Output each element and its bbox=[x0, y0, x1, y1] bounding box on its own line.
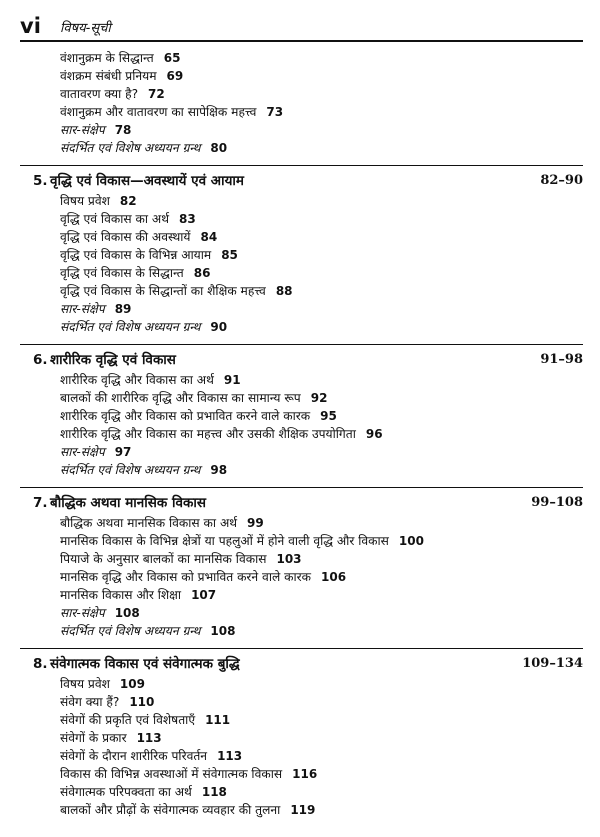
toc-entry bbox=[20, 711, 583, 729]
entry-text: संदर्भित एवं विशेष अध्ययन ग्रन्थ bbox=[60, 624, 201, 638]
entry-page: 111 bbox=[205, 713, 231, 727]
toc-entry bbox=[20, 622, 583, 640]
entry-page: 83 bbox=[179, 212, 196, 226]
entry-text: वंशक्रम संबंधी प्रनियम bbox=[60, 69, 157, 83]
header-title: विषय-सूची bbox=[60, 21, 111, 36]
entry-text: शारीरिक वृद्धि और विकास को प्रभावित करने वाले कारक bbox=[60, 409, 311, 423]
entry-text: बौद्धिक अथवा मानसिक विकास का अर्थ bbox=[60, 516, 238, 530]
toc-entry bbox=[20, 747, 583, 765]
chapter-page-range: 91–98 bbox=[540, 352, 583, 367]
entry-text: सार-संक्षेप bbox=[60, 302, 105, 316]
entry-page: 108 bbox=[114, 606, 140, 620]
entry-page: 90 bbox=[210, 320, 228, 334]
page-header bbox=[20, 14, 583, 42]
entry-text: संवेगात्मक परिपक्वता का अर्थ bbox=[60, 785, 192, 799]
toc-entry bbox=[20, 282, 583, 300]
chapter-title: शारीरिक वृद्धि एवं विकास bbox=[50, 352, 176, 368]
entry-page: 98 bbox=[210, 463, 228, 477]
entry-text: सार-संक्षेप bbox=[60, 445, 105, 459]
entry-page: 95 bbox=[320, 409, 337, 423]
entry-text: संदर्भित एवं विशेष अध्ययन ग्रन्थ bbox=[60, 141, 201, 155]
chapter-number: 8. bbox=[33, 656, 48, 672]
entry-page: 118 bbox=[201, 785, 227, 799]
chapter-heading bbox=[20, 653, 583, 675]
toc-entry bbox=[20, 49, 583, 67]
entry-page: 107 bbox=[191, 588, 217, 602]
toc-entry bbox=[20, 568, 583, 586]
toc-entry bbox=[20, 675, 583, 693]
entry-text: विकास की विभिन्न अवस्थाओं में संवेगात्मक विकास bbox=[60, 767, 283, 781]
entry-page: 113 bbox=[217, 749, 243, 763]
toc-entry bbox=[20, 371, 583, 389]
chapter-title: बौद्धिक अथवा मानसिक विकास bbox=[50, 495, 206, 511]
chapter-heading bbox=[20, 170, 583, 192]
entry-text: संवेगों की प्रकृति एवं विशेषताएँ bbox=[60, 713, 196, 727]
entry-page: 72 bbox=[148, 87, 165, 101]
toc-entry bbox=[20, 443, 583, 461]
entry-page: 106 bbox=[321, 570, 347, 584]
table-of-contents bbox=[20, 49, 583, 819]
entry-page: 109 bbox=[119, 677, 145, 691]
entry-text: मानसिक वृद्धि और विकास को प्रभावित करने वाले कारक bbox=[60, 570, 311, 584]
entry-text: संदर्भित एवं विशेष अध्ययन ग्रन्थ bbox=[60, 320, 201, 334]
chapter-heading bbox=[20, 492, 583, 514]
entry-text: वृद्धि एवं विकास की अवस्थायें bbox=[60, 230, 191, 244]
page-number: vi bbox=[20, 14, 41, 38]
entry-text: शारीरिक वृद्धि और विकास का अर्थ bbox=[60, 373, 214, 387]
entry-page: 103 bbox=[276, 552, 302, 566]
chapter-title: वृद्धि एवं विकास—अवस्थायें एवं आयाम bbox=[50, 173, 244, 189]
entry-text: वृद्धि एवं विकास का अर्थ bbox=[60, 212, 169, 226]
toc-entry bbox=[20, 693, 583, 711]
entry-page: 86 bbox=[193, 266, 211, 280]
entry-page: 69 bbox=[166, 69, 184, 83]
entry-text: सार-संक्षेप bbox=[60, 606, 105, 620]
chapter-title: संवेगात्मक विकास एवं संवेगात्मक बुद्धि bbox=[50, 656, 240, 672]
entry-text: वंशानुक्रम और वातावरण का सापेक्षिक महत्त्व bbox=[60, 105, 257, 119]
entry-text: संवेगों के दौरान शारीरिक परिवर्तन bbox=[60, 749, 208, 763]
entry-text: संवेग क्या हैं? bbox=[60, 695, 120, 709]
entry-text: मानसिक विकास और शिक्षा bbox=[60, 588, 182, 602]
entry-page: 116 bbox=[292, 767, 318, 781]
toc-entry bbox=[20, 192, 583, 210]
toc-entry bbox=[20, 300, 583, 318]
intro-section bbox=[20, 49, 583, 157]
entry-page: 89 bbox=[114, 302, 132, 316]
entry-text: बालकों की शारीरिक वृद्धि और विकास का सामान्य रूप bbox=[60, 391, 301, 405]
toc-entry bbox=[20, 550, 583, 568]
entry-text: वंशानुक्रम के सिद्धान्त bbox=[60, 51, 154, 65]
entry-page: 108 bbox=[210, 624, 236, 638]
toc-entry bbox=[20, 318, 583, 336]
entry-text: शारीरिक वृद्धि और विकास का महत्त्व और उसकी शैक्षिक उपयोगिता bbox=[60, 427, 356, 441]
chapter-page-range: 99–108 bbox=[531, 495, 583, 510]
entry-text: वृद्धि एवं विकास के सिद्धान्त bbox=[60, 266, 184, 280]
entry-text: वातावरण क्या है? bbox=[60, 87, 139, 101]
entry-page: 97 bbox=[114, 445, 132, 459]
entry-text: वृद्धि एवं विकास के विभिन्न आयाम bbox=[60, 248, 212, 262]
entry-text: संदर्भित एवं विशेष अध्ययन ग्रन्थ bbox=[60, 463, 201, 477]
toc-entry bbox=[20, 103, 583, 121]
chapter-page-range: 82–90 bbox=[540, 173, 583, 188]
entry-page: 85 bbox=[221, 248, 238, 262]
entry-page: 110 bbox=[129, 695, 155, 709]
entry-page: 92 bbox=[310, 391, 328, 405]
toc-entry bbox=[20, 532, 583, 550]
entry-text: वृद्धि एवं विकास के सिद्धान्तों का शैक्षिक महत्त्व bbox=[60, 284, 266, 298]
entry-page: 78 bbox=[114, 123, 132, 137]
entry-page: 80 bbox=[210, 141, 228, 155]
chapter-section bbox=[20, 487, 583, 640]
toc-entry bbox=[20, 264, 583, 282]
toc-entry bbox=[20, 228, 583, 246]
chapter-section bbox=[20, 344, 583, 479]
entry-page: 88 bbox=[275, 284, 293, 298]
chapter-page-range: 109–134 bbox=[522, 656, 583, 671]
chapter-section bbox=[20, 165, 583, 336]
toc-entry bbox=[20, 389, 583, 407]
toc-entry bbox=[20, 246, 583, 264]
entry-text: विषय प्रवेश bbox=[60, 194, 110, 208]
toc-entry bbox=[20, 85, 583, 103]
toc-entry bbox=[20, 783, 583, 801]
entry-text: मानसिक विकास के विभिन्न क्षेत्रों या पहलुओं में होने वाली वृद्धि और विकास bbox=[60, 534, 389, 548]
chapter-section bbox=[20, 648, 583, 819]
entry-page: 84 bbox=[200, 230, 218, 244]
entry-page: 65 bbox=[163, 51, 181, 65]
chapter-heading bbox=[20, 349, 583, 371]
toc-entry bbox=[20, 604, 583, 622]
entry-text: बालकों और प्रौढ़ों के संवेगात्मक व्यवहार की तुलना bbox=[60, 803, 281, 817]
toc-entry bbox=[20, 729, 583, 747]
toc-entry bbox=[20, 67, 583, 85]
toc-entry bbox=[20, 514, 583, 532]
chapter-number: 5. bbox=[33, 173, 48, 189]
toc-entry bbox=[20, 801, 583, 819]
entry-page: 82 bbox=[119, 194, 137, 208]
entry-page: 96 bbox=[365, 427, 383, 441]
toc-entry bbox=[20, 425, 583, 443]
entry-text: विषय प्रवेश bbox=[60, 677, 110, 691]
toc-entry bbox=[20, 407, 583, 425]
toc-entry bbox=[20, 139, 583, 157]
entry-page: 91 bbox=[223, 373, 241, 387]
entry-page: 113 bbox=[136, 731, 162, 745]
entry-text: संवेगों के प्रकार bbox=[60, 731, 127, 745]
entry-text: सार-संक्षेप bbox=[60, 123, 105, 137]
toc-entry bbox=[20, 210, 583, 228]
entry-page: 99 bbox=[247, 516, 264, 530]
toc-entry bbox=[20, 461, 583, 479]
toc-entry bbox=[20, 765, 583, 783]
entry-page: 73 bbox=[266, 105, 284, 119]
entry-page: 119 bbox=[290, 803, 316, 817]
toc-entry bbox=[20, 121, 583, 139]
entry-page: 100 bbox=[398, 534, 424, 548]
chapter-number: 7. bbox=[33, 495, 48, 511]
chapter-number: 6. bbox=[33, 352, 48, 368]
entry-text: पियाजे के अनुसार बालकों का मानसिक विकास bbox=[60, 552, 267, 566]
toc-entry bbox=[20, 586, 583, 604]
